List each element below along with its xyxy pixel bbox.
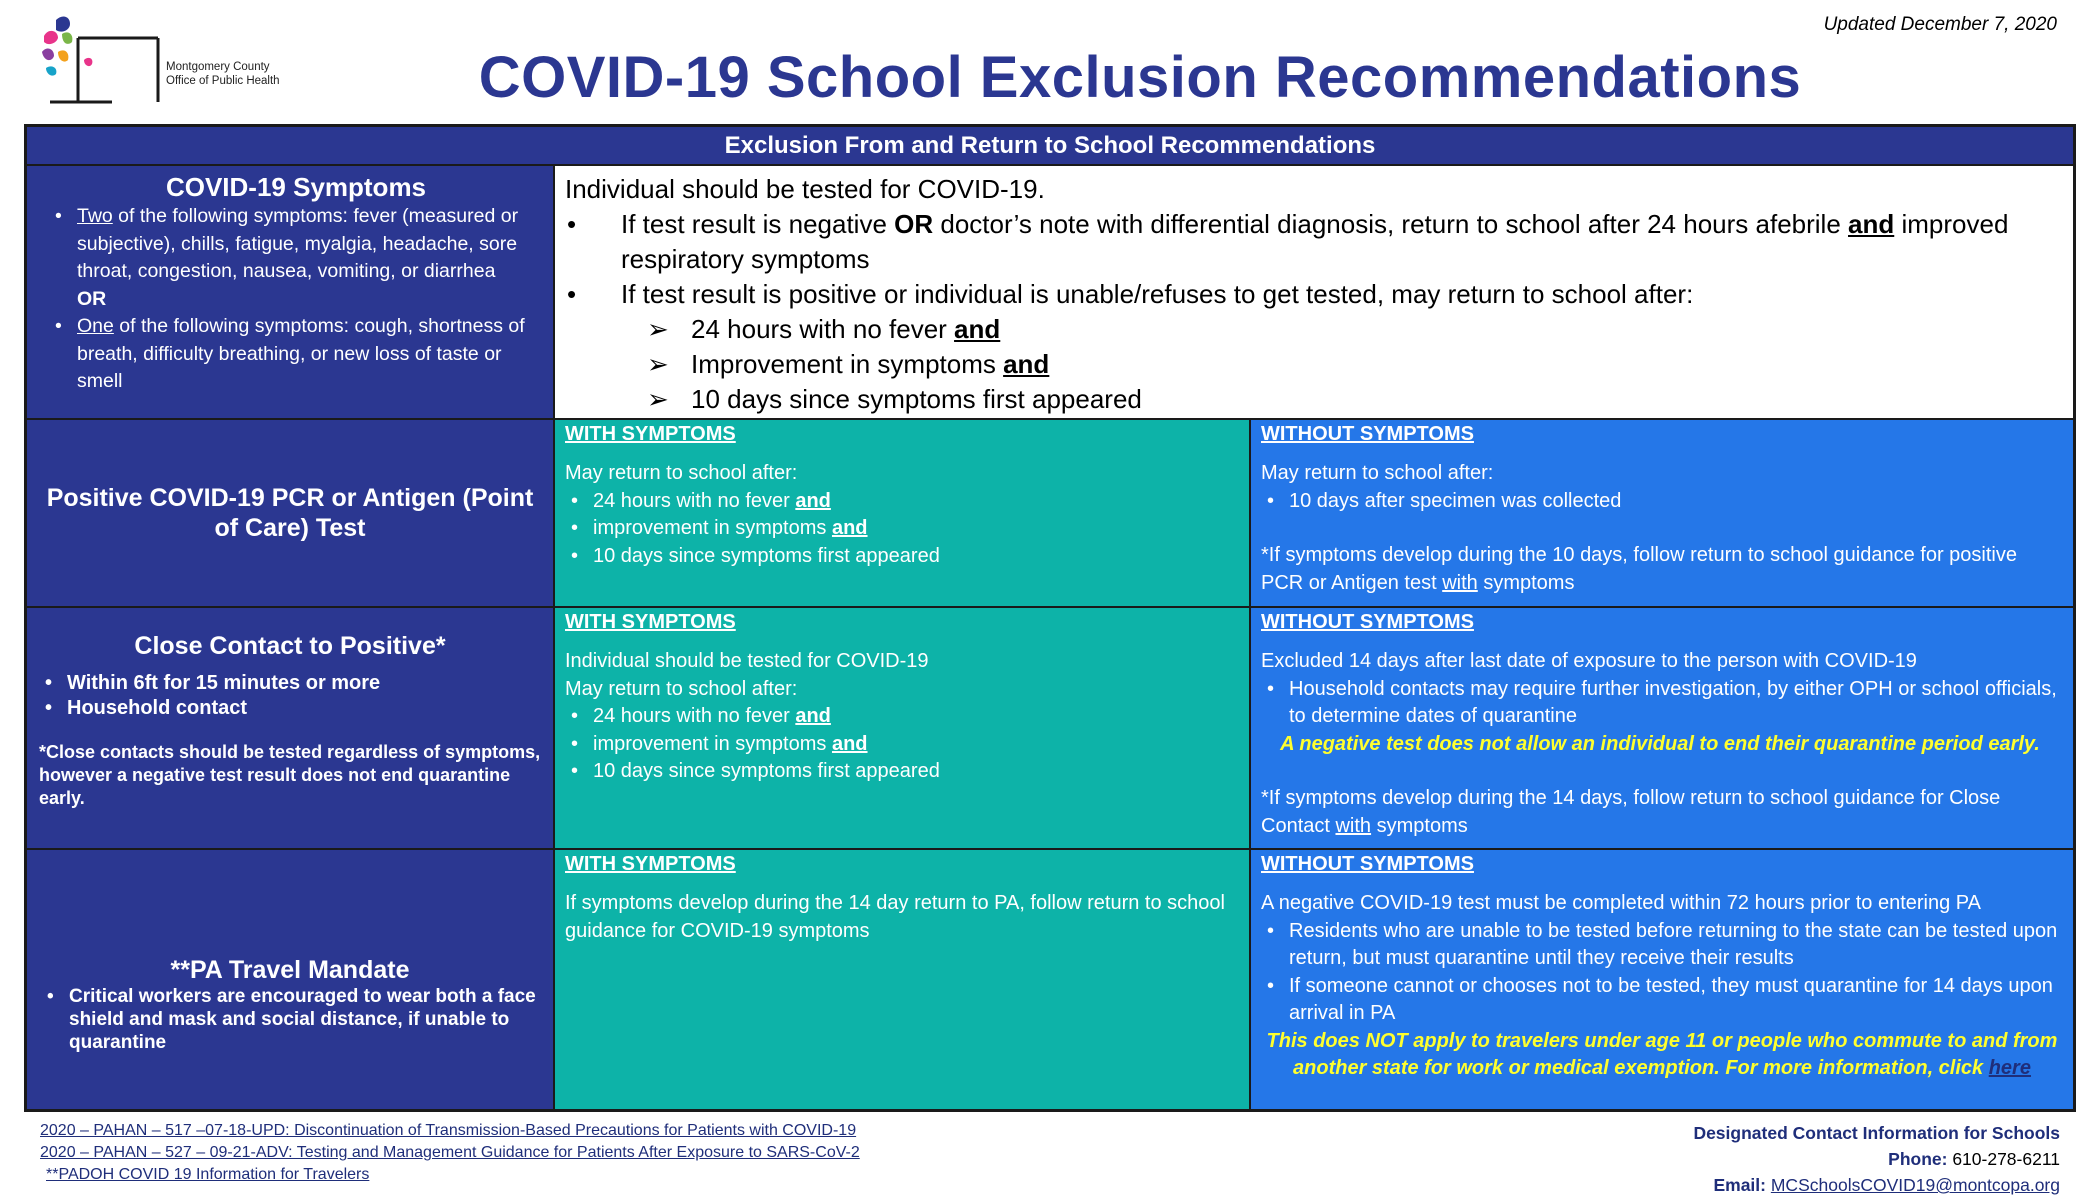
row2-without-b1: • 10 days after specimen was collected [1261, 488, 2063, 516]
row4-without-b2: • If someone cannot or chooses not to be tested, they must quarantine for 14 days upon arrival in PA [1261, 973, 2063, 1028]
footer-link-3[interactable]: **PADOH COVID 19 Information for Travelers [46, 1166, 370, 1183]
row2-without-head: WITHOUT SYMPTOMS [1261, 423, 1474, 445]
row3-without-head: WITHOUT SYMPTOMS [1261, 611, 1474, 633]
row3-with-b1: • 24 hours with no fever and [565, 703, 1239, 731]
row4-without-intro: A negative COVID-19 test must be completed within 72 hours prior to entering PA [1261, 892, 1981, 914]
contact-info [1693, 1120, 2060, 1198]
contact-email: Email: MCSchoolsCOVID19@montcopa.org [1713, 1175, 2060, 1195]
row4-with-text: If symptoms develop during the 14 day return to PA, follow return to school guidance for COVID-19 symptoms [565, 892, 1225, 942]
row4-with-head: WITH SYMPTOMS [565, 853, 736, 875]
row4-with [554, 849, 1250, 1110]
row4-without [1250, 849, 2074, 1110]
logo-line1: Montgomery County [166, 61, 270, 73]
footer-links [40, 1120, 860, 1186]
row2-with-b2: • improvement in symptoms and [565, 515, 1239, 543]
row3-left-b2: • Household contact [39, 696, 541, 721]
row2-left [26, 419, 554, 607]
row3-with [554, 607, 1250, 849]
footer-link-2[interactable]: 2020 – PAHAN – 527 – 09-21-ADV: Testing and Management Guidance for Patients After Exposure to SARS-CoV-2 [40, 1144, 860, 1161]
email-link[interactable]: MCSchoolsCOVID19@montcopa.org [1770, 1175, 2060, 1195]
row2-without-note: *If symptoms develop during the 10 days, follow return to school guidance for positive PCR or Antigen test with symptoms [1261, 544, 2017, 594]
table-header: Exclusion From and Return to School Recommendations [26, 126, 2074, 165]
contact-title: Designated Contact Information for Schools [1693, 1123, 2060, 1143]
arrow-icon: ➢ [647, 349, 669, 379]
row2-without-intro: May return to school after: [1261, 462, 1494, 484]
row3-with-b2: • improvement in symptoms and [565, 731, 1239, 759]
row3-without [1250, 607, 2074, 849]
row4-without-b1: • Residents who are unable to be tested before returning to the state can be tested upon return, but must quarantine until they receive their results [1261, 918, 2063, 973]
arrow-icon: ➢ [647, 384, 669, 414]
row3-left [26, 607, 554, 849]
row3-left-b1: • Within 6ft for 15 minutes or more [39, 671, 541, 696]
row1-bullet-1: • If test result is negative OR doctor’s note with differential diagnosis, return to school after 24 hours afebrile and improved respiratory symptoms [567, 209, 2009, 274]
row4-left-b1: • Critical workers are encouraged to wear both a face shield and mask and social distance, if unable to quarantine [41, 985, 539, 1054]
row1-intro: Individual should be tested for COVID-19. [565, 174, 1045, 204]
row3-with-b3: • 10 days since symptoms first appeared [565, 758, 1239, 786]
row2-with-head: WITH SYMPTOMS [565, 423, 736, 445]
row3-without-note: *If symptoms develop during the 14 days, follow return to school guidance for Close Contact with symptoms [1261, 787, 2001, 837]
row1-title: COVID-19 Symptoms [165, 172, 427, 202]
row4-title: **PA Travel Mandate [170, 955, 410, 984]
row1-arrow-2: ➢ Improvement in symptoms and [565, 347, 2063, 382]
contact-phone: Phone: 610-278-6211 [1888, 1149, 2060, 1169]
row1-arrow-3: ➢ 10 days since symptoms first appeared [565, 382, 2063, 417]
row1-left-bullet-2: • One of the following symptoms: cough, shortness of breath, difficulty breathing, or new loss of taste or smell [49, 313, 543, 396]
footer-link-1[interactable]: 2020 – PAHAN – 517 –07-18-UPD: Discontinuation of Transmission-Based Precautions for Patients with COVID-19 [40, 1122, 857, 1139]
row3-without-yellow: A negative test does not allow an individual to end their quarantine period early. [1280, 732, 2040, 755]
row2-with-b1: • 24 hours with no fever and [565, 488, 1239, 516]
row2-with [554, 419, 1250, 607]
row2-title: Positive COVID-19 PCR or Antigen (Point of Care) Test [46, 484, 534, 542]
row3-with-intro1: Individual should be tested for COVID-19 [565, 650, 929, 672]
row3-with-intro2: May return to school after: [565, 677, 798, 700]
exclusion-table [24, 124, 2076, 1112]
row1-right [554, 165, 2074, 419]
row2-without [1250, 419, 2074, 607]
row3-without-b1: • Household contacts may require further investigation, by either OPH or school officials, to determine dates of quarantine [1261, 676, 2063, 731]
row4-left [26, 849, 554, 1110]
row3-with-head: WITH SYMPTOMS [565, 611, 736, 633]
row1-or: OR [77, 287, 107, 310]
row4-without-yellow: This does NOT apply to travelers under age 11 or people who commute to and from another state for work or medical exemption. For more information, click here [1266, 1029, 2058, 1079]
row1-bullet-2: • If test result is positive or individual is unable/refuses to get tested, may return to school after: [567, 279, 1694, 309]
here-link[interactable]: here [1988, 1057, 2031, 1079]
page-title: COVID-19 School Exclusion Recommendations [478, 45, 1802, 110]
row4-without-head: WITHOUT SYMPTOMS [1261, 853, 1474, 875]
row3-without-intro: Excluded 14 days after last date of exposure to the person with COVID-19 [1261, 650, 1917, 672]
row1-arrow-1: ➢ 24 hours with no fever and [565, 312, 2063, 347]
updated-date: Updated December 7, 2020 [1823, 14, 2057, 35]
row2-with-intro: May return to school after: [565, 462, 798, 484]
logo-line2: Office of Public Health [166, 75, 280, 87]
row3-title: Close Contact to Positive* [134, 632, 446, 660]
row2-with-b3: • 10 days since symptoms first appeared [565, 543, 1239, 571]
row1-left [26, 165, 554, 419]
row3-left-note: *Close contacts should be tested regardless of symptoms, however a negative test result does not end quarantine early. [39, 742, 541, 808]
row1-left-bullet-1: • Two of the following symptoms: fever (measured or subjective), chills, fatigue, myalgia, headache, sore throat, congestion, nausea, vomiting, or diarrhea [49, 203, 543, 286]
arrow-icon: ➢ [647, 314, 669, 344]
